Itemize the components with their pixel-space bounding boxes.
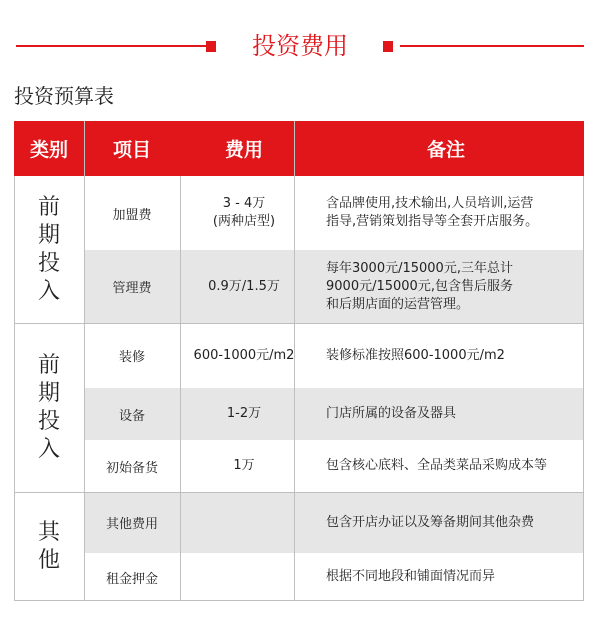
row-item: 装修: [118, 350, 145, 365]
grid-line: [14, 492, 584, 493]
table-row: [84, 176, 584, 250]
category-char: 他: [37, 547, 60, 573]
row-cost: [180, 176, 308, 250]
cost-line: 3 - 4万: [222, 196, 266, 211]
grid-line: [294, 121, 295, 601]
row-item: 其他费用: [105, 517, 158, 532]
table-row: [84, 553, 584, 601]
row-cost: 1-2万: [226, 406, 262, 421]
header-tab-right: [383, 41, 393, 52]
row-item: 租金押金: [105, 571, 158, 587]
row-cost: [180, 492, 308, 553]
row-note: [308, 176, 584, 250]
category-cell: [14, 323, 84, 492]
note-line: 每年3000元/15000元,三年总计: [326, 260, 513, 276]
row-item: 加盟费: [112, 207, 152, 223]
column-header-item: 项目: [112, 139, 151, 161]
row-note: [308, 250, 584, 323]
row-item: 设备: [118, 408, 145, 424]
note-line: 指导,营销策划指导等全套开店服务。: [326, 214, 539, 229]
row-cost: 600-1000元/m2: [193, 347, 295, 363]
category-char: 入: [37, 436, 60, 462]
header-rule-left: [16, 45, 206, 47]
column-header-category: 类别: [29, 139, 68, 161]
category-char: 期: [37, 222, 60, 248]
grid-line: [14, 176, 15, 601]
category-cell: [14, 176, 84, 323]
row-note: 装修标准按照600-1000元/m2: [326, 347, 505, 363]
header-tab-left: [206, 41, 216, 52]
cost-line: (两种店型): [212, 214, 276, 229]
grid-line: [583, 176, 584, 601]
grid-line: [14, 600, 584, 601]
table-row: [84, 323, 584, 388]
row-note: 包含开店办证以及筹备期间其他杂费: [326, 514, 535, 530]
table-row: [84, 388, 584, 440]
column-header-cost: 费用: [224, 139, 263, 161]
column-header-note: 备注: [426, 139, 465, 161]
table-row: [84, 250, 584, 323]
category-char: 投: [37, 408, 60, 434]
row-item: 初始备货: [105, 460, 158, 476]
category-char: 投: [37, 250, 60, 276]
row-note: 根据不同地段和铺面情况而异: [326, 569, 496, 584]
grid-line: [180, 176, 181, 601]
grid-line: [14, 323, 584, 324]
category-char: 前: [37, 194, 60, 220]
row-note: 门店所属的设备及器具: [326, 406, 457, 421]
note-line: 含品牌使用,技术输出,人员培训,运营: [326, 196, 534, 211]
table-header: [14, 121, 584, 176]
category-char: 前: [37, 352, 60, 378]
table-title: 投资预算表: [14, 84, 114, 108]
category-char: 入: [37, 278, 60, 304]
category-cell: [14, 492, 84, 601]
note-line: 和后期店面的运营管理。: [326, 296, 470, 312]
table-row: [84, 492, 584, 553]
row-cost: 1万: [233, 458, 255, 473]
header-rule-right: [400, 45, 584, 47]
note-line: 9000元/15000元,包含售后服务: [326, 278, 513, 294]
row-cost: [180, 553, 308, 601]
row-item: 管理费: [112, 281, 152, 296]
category-char: 其: [37, 519, 60, 545]
grid-line: [84, 121, 85, 601]
table-row: [84, 440, 584, 492]
row-note: 包含核心底料、全品类菜品采购成本等: [326, 458, 548, 473]
row-cost: 0.9万/1.5万: [208, 278, 280, 294]
page-title: 投资费用: [252, 32, 348, 60]
category-char: 期: [37, 380, 60, 406]
